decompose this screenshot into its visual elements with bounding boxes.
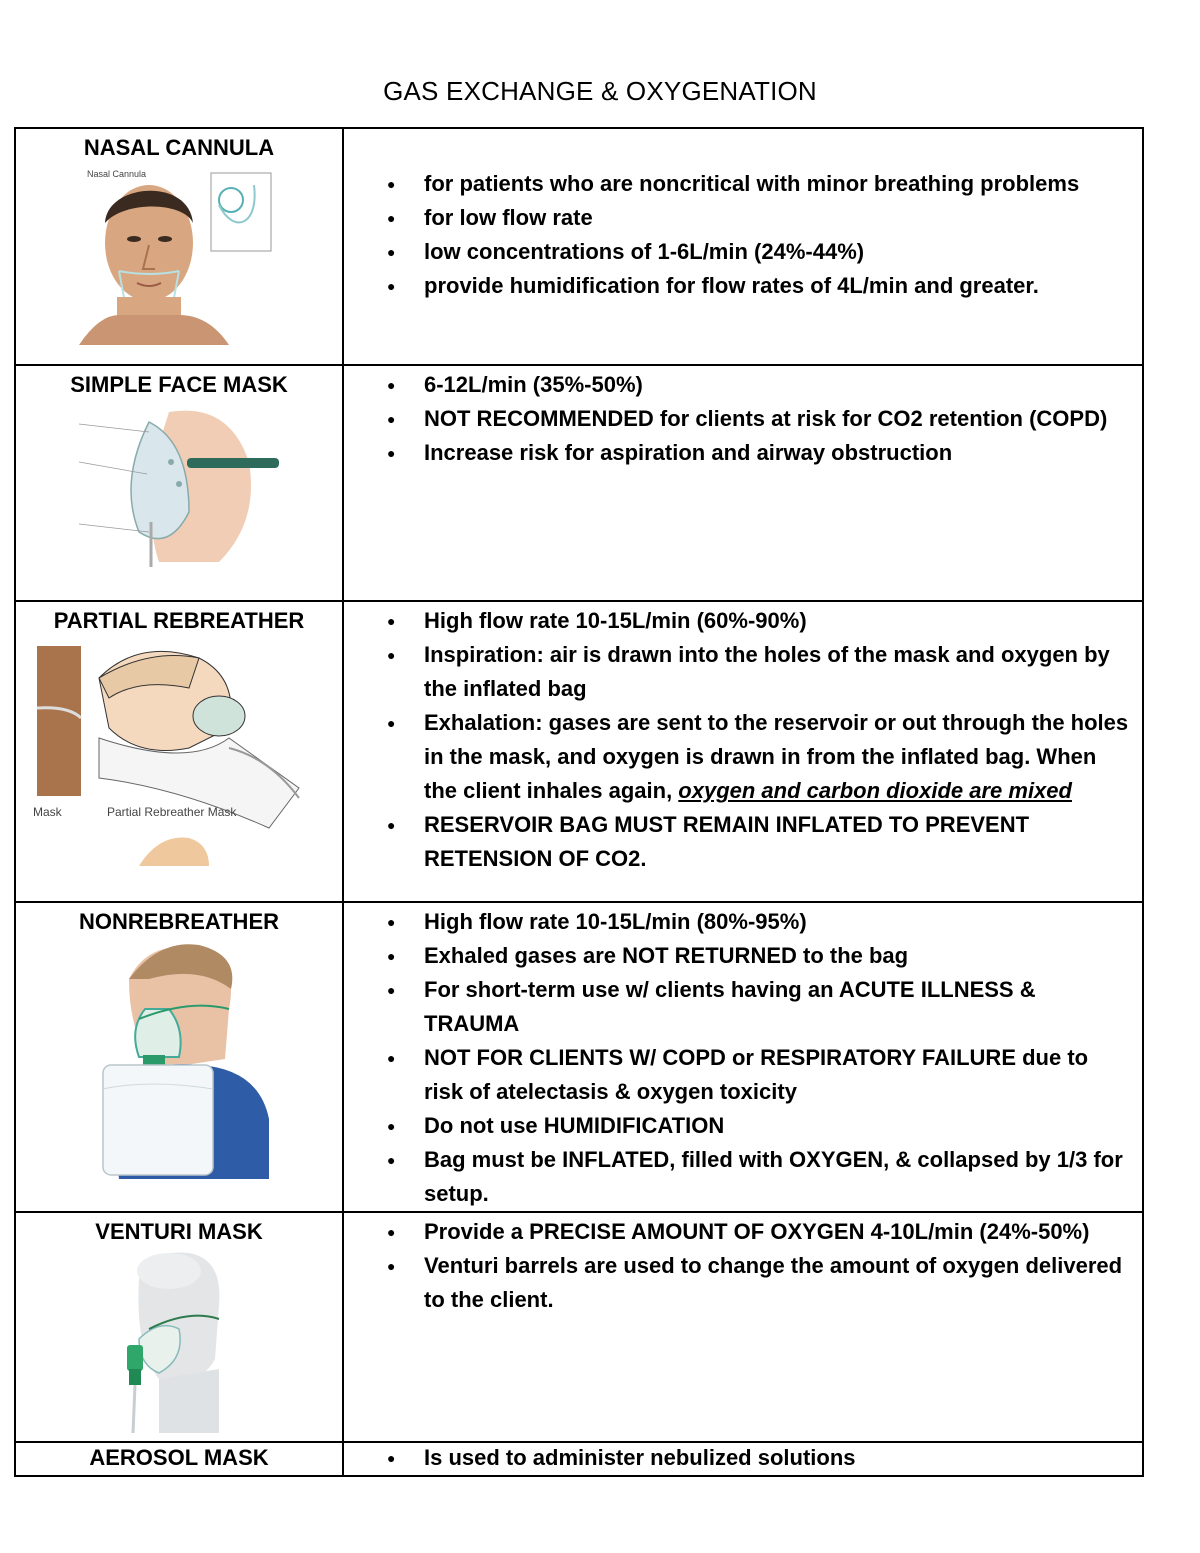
device-cell xyxy=(15,1212,343,1442)
list-item: ● 6-12L/min (35%-50%) xyxy=(424,368,1132,402)
list-item: ● for low flow rate xyxy=(424,201,1132,235)
list-item: ● Bag must be INFLATED, filled with OXYGEN, & collapsed by 1/3 for setup. xyxy=(424,1143,1132,1211)
device-cell xyxy=(15,1442,343,1476)
device-cell xyxy=(15,902,343,1212)
table-row xyxy=(15,1442,1143,1476)
details-cell xyxy=(343,128,1143,365)
list-item: ● High flow rate 10-15L/min (80%-95%) xyxy=(424,905,1132,939)
table-row xyxy=(15,601,1143,902)
bullet-list xyxy=(344,905,1142,1211)
details-cell xyxy=(343,365,1143,601)
list-item: ● Is used to administer nebulized solutions xyxy=(424,1441,1132,1475)
device-name: VENTURI MASK xyxy=(95,1219,263,1244)
device-cell xyxy=(15,365,343,601)
bullet-list xyxy=(344,368,1142,470)
list-item: ● Inspiration: air is drawn into the holes of the mask and oxygen by the inflated bag xyxy=(424,638,1132,706)
device-name: AEROSOL MASK xyxy=(89,1445,269,1470)
device-name: NONREBREATHER xyxy=(78,909,280,934)
image-caption-left: Mask xyxy=(33,805,62,819)
device-cell xyxy=(15,601,343,902)
list-item: ● Exhaled gases are NOT RETURNED to the bag xyxy=(424,939,1132,973)
oxygen-devices-table xyxy=(14,127,1144,1477)
nonrebreather-illustration xyxy=(89,939,269,1179)
partial-rebreather-illustration xyxy=(29,638,329,868)
table-row xyxy=(15,902,1143,1212)
device-name: PARTIAL REBREATHER xyxy=(53,608,305,633)
image-caption: Nasal Cannula xyxy=(87,169,147,179)
details-cell xyxy=(343,1212,1143,1442)
list-item: ● Venturi barrels are used to change the amount of oxygen delivered to the client. xyxy=(424,1249,1132,1317)
list-item: ● low concentrations of 1-6L/min (24%-44%) xyxy=(424,235,1132,269)
list-item: ● NOT FOR CLIENTS W/ COPD or RESPIRATORY FAILURE due to risk of atelectasis & oxygen toxicity xyxy=(424,1041,1132,1109)
list-item xyxy=(424,706,1132,808)
table-row xyxy=(15,365,1143,601)
bullet-list xyxy=(344,1441,1142,1475)
list-item: ● Do not use HUMIDIFICATION xyxy=(424,1109,1132,1143)
table-row xyxy=(15,1212,1143,1442)
list-item: ● RESERVOIR BAG MUST REMAIN INFLATED TO PREVENT RETENSION OF CO2. xyxy=(424,808,1132,876)
nasal-cannula-illustration xyxy=(79,165,279,345)
list-item: ● Increase risk for aspiration and airway obstruction xyxy=(424,436,1132,470)
list-item: ● provide humidification for flow rates of 4L/min and greater. xyxy=(424,269,1132,303)
underlined-text: oxygen and carbon dioxide are mixed xyxy=(678,778,1072,803)
list-item-text: Exhalation: gases are sent to the reservoir or out through the holes in the mask, and oxygen is drawn in from the inflated bag. When the client inhales again, xyxy=(424,710,1129,803)
list-item: ● for patients who are noncritical with minor breathing problems xyxy=(424,167,1132,201)
page-title: GAS EXCHANGE & OXYGENATION xyxy=(383,76,817,106)
simple-face-mask-illustration xyxy=(79,402,279,572)
bullet-list xyxy=(344,1215,1142,1317)
image-caption: Partial Rebreather Mask xyxy=(107,805,237,819)
device-name: SIMPLE FACE MASK xyxy=(70,372,288,397)
bullet-list xyxy=(344,604,1142,876)
bullet-list xyxy=(344,167,1142,303)
list-item: ● Provide a PRECISE AMOUNT OF OXYGEN 4-10L/min (24%-50%) xyxy=(424,1215,1132,1249)
details-cell xyxy=(343,902,1143,1212)
list-item: ● For short-term use w/ clients having an ACUTE ILLNESS & TRAUMA xyxy=(424,973,1132,1041)
list-item: ● High flow rate 10-15L/min (60%-90%) xyxy=(424,604,1132,638)
details-cell xyxy=(343,1442,1143,1476)
device-name: NASAL CANNULA xyxy=(83,135,275,160)
device-cell xyxy=(15,128,343,365)
venturi-mask-illustration xyxy=(119,1249,239,1433)
details-cell xyxy=(343,601,1143,902)
table-row xyxy=(15,128,1143,365)
list-item: ● NOT RECOMMENDED for clients at risk for CO2 retention (COPD) xyxy=(424,402,1132,436)
